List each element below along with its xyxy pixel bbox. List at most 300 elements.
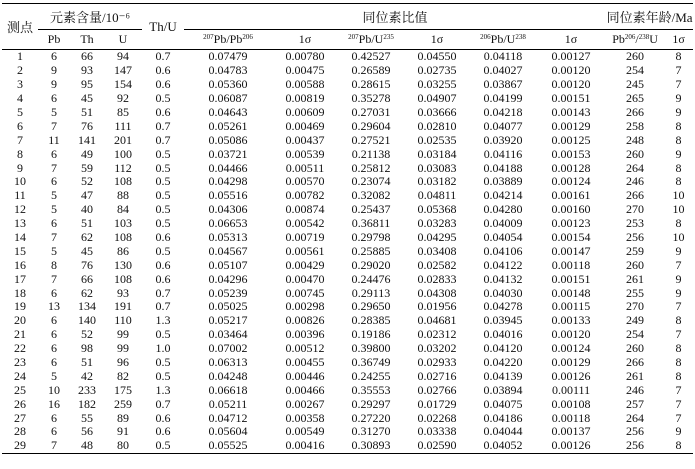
cell-u: 103 <box>114 216 132 231</box>
cell-pb: 5 <box>51 188 57 203</box>
header-element-content: 元素含量/10⁻⁶ <box>38 4 142 30</box>
cell-pb: 8 <box>51 258 57 272</box>
cell-pb: 6 <box>51 355 57 370</box>
cell-sigma-1: 0.00549 <box>285 425 325 439</box>
header-isotope-ratio: 同位素比值 <box>184 4 606 30</box>
cell-sigma-3: 0.00118 <box>551 411 591 425</box>
cell-sigma-4: 8 <box>675 369 682 383</box>
cell-u: 93 <box>117 286 129 300</box>
cell-207pb-206pb: 0.05525 <box>184 439 272 453</box>
cell-pb: 6 <box>51 91 57 106</box>
cell-spot: 4 <box>17 91 23 106</box>
cell-th: 55 <box>81 411 93 425</box>
cell-sigma-3: 0.00129 <box>551 355 591 370</box>
table-row <box>2 300 693 314</box>
cell-th-u: 0.7 <box>155 286 171 300</box>
cell-th-u: 0.5 <box>155 202 171 217</box>
cell-sigma-4: 8 <box>675 341 682 356</box>
cell-207pb-206pb: 0.07002 <box>208 341 248 356</box>
cell-pb: 6 <box>51 286 57 300</box>
cell-age: 266 <box>626 105 645 119</box>
header-isotope-mass: 206 <box>480 33 491 41</box>
table-row <box>2 383 693 397</box>
cell-spot: 17 <box>14 272 26 286</box>
cell-spot: 1 <box>17 49 23 64</box>
cell-206pb-238u: 0.04120 <box>483 341 523 356</box>
cell-spot: 11 <box>14 188 26 203</box>
cell-age: 270 <box>626 300 645 314</box>
cell-spot: 21 <box>14 327 26 342</box>
cell-u: 111 <box>114 119 132 133</box>
cell-206pb-238u: 0.04118 <box>483 49 523 64</box>
header-isotope-mass: 206 <box>242 33 253 41</box>
cell-age: 256 <box>606 439 664 453</box>
header-206pb-238u <box>470 30 536 50</box>
cell-pb: 7 <box>38 439 70 453</box>
cell-age: 254 <box>626 63 645 78</box>
cell-th-u: 0.7 <box>155 397 171 411</box>
cell-th: 45 <box>81 244 93 258</box>
cell-sigma-1: 0.00780 <box>285 49 325 64</box>
cell-u: 108 <box>114 272 132 286</box>
cell-sigma-1: 0.00396 <box>285 327 325 342</box>
cell-206pb-238u: 0.04278 <box>483 300 523 314</box>
cell-spot: 8 <box>17 147 23 161</box>
cell-age: 253 <box>626 216 645 231</box>
cell-sigma-4: 7 <box>675 397 682 411</box>
cell-206pb-238u: 0.03945 <box>483 313 523 328</box>
cell-206pb-238u: 0.03920 <box>483 133 523 147</box>
cell-sigma-2: 0.04295 <box>417 230 457 245</box>
cell-sigma-2: 0.02716 <box>417 369 457 383</box>
table-row <box>2 133 693 147</box>
cell-pb: 13 <box>48 300 60 314</box>
header-pb: Pb <box>38 30 70 50</box>
header-isotope-mass: 238 <box>515 33 526 41</box>
cell-207pb-235u: 0.29113 <box>351 286 391 300</box>
cell-spot: 24 <box>14 369 26 383</box>
cell-th-u: 0.5 <box>155 147 171 161</box>
cell-207pb-206pb: 0.04783 <box>208 63 248 78</box>
table-row <box>2 203 693 217</box>
cell-207pb-235u: 0.36749 <box>351 355 391 370</box>
cell-u: 89 <box>117 411 129 425</box>
cell-sigma-2: 0.03666 <box>417 105 457 119</box>
cell-206pb-238u: 0.04075 <box>483 397 523 411</box>
header-isotope-label: Pb/Pb <box>213 32 243 46</box>
table-row <box>2 231 693 245</box>
header-isotope-mass: 207 <box>203 33 214 41</box>
cell-sigma-1: 0.00267 <box>285 397 325 411</box>
cell-206pb-238u: 0.04016 <box>483 327 523 342</box>
zircon-data-table <box>2 3 693 454</box>
cell-sigma-4: 8 <box>675 49 682 64</box>
cell-age: 265 <box>626 91 645 106</box>
cell-sigma-1: 0.00455 <box>285 355 325 370</box>
cell-spot: 19 <box>14 300 26 314</box>
cell-sigma-4: 10 <box>672 230 685 245</box>
cell-spot: 12 <box>14 202 26 217</box>
cell-sigma-2: 0.03283 <box>417 216 457 231</box>
header-u: U <box>104 30 142 50</box>
cell-spot: 29 <box>2 439 38 453</box>
cell-sigma-4: 8 <box>675 119 682 133</box>
cell-207pb-235u: 0.29604 <box>351 119 391 133</box>
cell-207pb-206pb: 0.05025 <box>208 300 248 314</box>
cell-206pb-238u: 0.04054 <box>483 230 523 245</box>
table-row <box>2 161 693 175</box>
cell-207pb-235u: 0.29650 <box>351 300 391 314</box>
cell-th: 182 <box>78 397 96 411</box>
header-isotope-mass: 235 <box>383 33 394 41</box>
cell-u: 84 <box>117 202 129 217</box>
cell-206pb-238u: 0.04188 <box>483 161 523 175</box>
cell-207pb-235u: 0.25437 <box>351 202 391 217</box>
cell-sigma-4: 7 <box>675 383 682 397</box>
cell-pb: 16 <box>48 397 60 411</box>
table-row <box>2 356 693 370</box>
cell-207pb-235u: 0.39800 <box>351 341 391 356</box>
cell-sigma-4: 8 <box>675 313 682 328</box>
cell-pb: 7 <box>51 272 57 286</box>
header-row-columns <box>2 30 693 50</box>
cell-th: 66 <box>81 49 93 64</box>
cell-sigma-4: 8 <box>675 216 682 231</box>
cell-u: 94 <box>117 49 129 64</box>
cell-sigma-1: 0.00358 <box>285 411 325 425</box>
table-row <box>2 217 693 231</box>
cell-th-u: 0.6 <box>155 411 171 425</box>
cell-th: 52 <box>81 175 93 189</box>
cell-spot: 10 <box>14 175 26 189</box>
cell-207pb-206pb: 0.06653 <box>208 216 248 231</box>
cell-age: 248 <box>626 133 645 147</box>
header-th: Th <box>70 30 104 50</box>
cell-sigma-3: 0.00124 <box>551 341 591 356</box>
cell-sigma-1: 0.00511 <box>285 161 325 175</box>
cell-sigma-2: 0.04550 <box>417 49 457 64</box>
table-row <box>2 78 693 92</box>
cell-sigma-2: 0.04811 <box>417 188 457 203</box>
cell-sigma-1: 0.00826 <box>285 313 325 328</box>
cell-pb: 6 <box>51 49 57 64</box>
cell-age: 260 <box>626 49 645 64</box>
cell-spot: 23 <box>14 355 26 370</box>
cell-u: 100 <box>114 147 132 161</box>
cell-pb: 6 <box>51 216 57 231</box>
cell-th: 62 <box>81 230 93 245</box>
cell-th: 95 <box>81 77 93 92</box>
cell-pb: 6 <box>51 175 57 189</box>
cell-spot: 16 <box>14 258 26 272</box>
cell-207pb-235u: 0.27521 <box>351 133 391 147</box>
cell-sigma-2: 0.02590 <box>404 439 470 453</box>
cell-th-u: 0.6 <box>155 425 171 439</box>
cell-206pb-238u: 0.04009 <box>483 216 523 231</box>
cell-u: 191 <box>114 300 132 314</box>
cell-207pb-206pb: 0.03464 <box>208 327 248 342</box>
cell-th: 76 <box>81 119 93 133</box>
cell-u: 175 <box>114 383 132 397</box>
cell-spot: 15 <box>14 244 26 258</box>
cell-sigma-3: 0.00120 <box>551 77 591 92</box>
cell-th-u: 0.5 <box>155 216 171 231</box>
cell-sigma-3: 0.00128 <box>551 161 591 175</box>
header-isotope-label: Pb/U <box>358 32 384 46</box>
cell-pb: 9 <box>51 77 57 92</box>
cell-th: 40 <box>81 202 93 217</box>
cell-207pb-235u: 0.27220 <box>351 411 391 425</box>
cell-sigma-2: 0.02833 <box>417 272 457 286</box>
cell-206pb-238u: 0.04122 <box>483 258 523 272</box>
cell-u: 96 <box>117 355 129 370</box>
cell-207pb-235u: 0.29020 <box>351 258 391 272</box>
cell-u: 91 <box>117 425 129 439</box>
cell-206pb-238u: 0.04116 <box>483 147 523 161</box>
cell-sigma-2: 0.03083 <box>417 161 457 175</box>
cell-age: 264 <box>626 161 645 175</box>
cell-sigma-4: 9 <box>675 105 682 119</box>
cell-sigma-1: 0.00539 <box>285 147 325 161</box>
table-row <box>2 328 693 342</box>
cell-207pb-235u: 0.35553 <box>351 383 391 397</box>
cell-207pb-235u: 0.21138 <box>351 147 391 161</box>
cell-u: 112 <box>114 161 132 175</box>
table-row <box>2 342 693 356</box>
cell-spot: 28 <box>14 425 26 439</box>
header-isotope-label <box>612 32 658 46</box>
cell-sigma-4: 7 <box>675 258 682 272</box>
cell-207pb-206pb: 0.04248 <box>208 369 248 383</box>
cell-sigma-1: 0.00475 <box>285 63 325 78</box>
cell-pb: 6 <box>51 327 57 342</box>
cell-sigma-1: 0.00819 <box>285 91 325 106</box>
header-sigma-3: 1σ <box>536 30 606 50</box>
header-207pb-206pb <box>184 30 272 50</box>
cell-207pb-206pb: 0.04466 <box>208 161 248 175</box>
cell-sigma-2: 0.04308 <box>417 286 457 300</box>
cell-206pb-238u: 0.04220 <box>483 355 523 370</box>
cell-sigma-1: 0.00470 <box>285 272 325 286</box>
table-row <box>2 369 693 383</box>
cell-age: 245 <box>626 77 645 92</box>
cell-207pb-206pb: 0.05217 <box>208 313 248 328</box>
cell-age: 261 <box>626 272 645 286</box>
cell-sigma-1: 0.00512 <box>285 341 325 356</box>
cell-206pb-238u: 0.04106 <box>483 244 523 258</box>
cell-sigma-3: 0.00111 <box>551 383 591 397</box>
cell-206pb-238u: 0.04218 <box>483 105 523 119</box>
cell-206pb-238u: 0.03894 <box>483 383 523 397</box>
cell-sigma-2: 0.04907 <box>417 91 457 106</box>
cell-sigma-1: 0.00745 <box>285 286 325 300</box>
cell-sigma-4: 9 <box>675 286 682 300</box>
cell-sigma-3: 0.00143 <box>551 105 591 119</box>
cell-sigma-4: 9 <box>675 272 682 286</box>
cell-u: 130 <box>114 258 132 272</box>
table-row <box>2 314 693 328</box>
header-sigma-2: 1σ <box>404 30 470 50</box>
cell-207pb-206pb: 0.04306 <box>208 202 248 217</box>
cell-th-u: 0.5 <box>155 244 171 258</box>
cell-u: 147 <box>114 63 132 78</box>
cell-sigma-1: 0.00588 <box>285 77 325 92</box>
cell-th-u: 0.5 <box>155 175 171 189</box>
cell-u: 108 <box>114 175 132 189</box>
cell-sigma-4: 7 <box>675 77 682 92</box>
cell-age: 266 <box>626 355 645 370</box>
cell-u: 108 <box>114 230 132 245</box>
cell-sigma-4: 7 <box>675 411 682 425</box>
cell-th: 98 <box>81 341 93 356</box>
cell-207pb-206pb: 0.05239 <box>208 286 248 300</box>
cell-sigma-2: 0.03255 <box>417 77 457 92</box>
cell-207pb-206pb: 0.06313 <box>208 355 248 370</box>
cell-th: 48 <box>70 439 104 453</box>
cell-spot: 7 <box>17 133 23 147</box>
cell-th-u: 0.5 <box>155 355 171 370</box>
cell-th: 141 <box>78 133 96 147</box>
header-sigma-4: 1σ <box>664 30 693 50</box>
table-row <box>2 244 693 258</box>
cell-sigma-4: 7 <box>675 63 682 78</box>
cell-sigma-2: 0.02933 <box>417 355 457 370</box>
cell-sigma-4: 8 <box>675 133 682 147</box>
cell-sigma-1: 0.00469 <box>285 119 325 133</box>
cell-207pb-235u: 0.42527 <box>351 49 391 64</box>
table-row <box>2 119 693 133</box>
cell-sigma-1: 0.00719 <box>285 230 325 245</box>
cell-207pb-235u: 0.30893 <box>338 439 404 453</box>
cell-sigma-3: 0.00160 <box>551 202 591 217</box>
cell-sigma-3: 0.00151 <box>551 272 591 286</box>
cell-th: 56 <box>81 425 93 439</box>
cell-207pb-206pb: 0.05086 <box>208 133 248 147</box>
cell-sigma-4: 8 <box>664 439 693 453</box>
cell-207pb-206pb: 0.05313 <box>208 230 248 245</box>
cell-pb: 5 <box>51 369 57 383</box>
cell-th-u: 0.6 <box>155 63 171 78</box>
cell-sigma-1: 0.00609 <box>285 105 325 119</box>
cell-u: 154 <box>114 77 132 92</box>
cell-age: 266 <box>626 188 645 203</box>
cell-sigma-3: 0.00129 <box>551 119 591 133</box>
cell-age: 260 <box>626 258 645 272</box>
cell-sigma-2: 0.03182 <box>417 175 457 189</box>
cell-206pb-238u: 0.04139 <box>483 369 523 383</box>
cell-u: 201 <box>114 133 132 147</box>
cell-th: 59 <box>81 161 93 175</box>
cell-th: 134 <box>78 300 96 314</box>
cell-207pb-235u: 0.28385 <box>351 313 391 328</box>
cell-207pb-235u: 0.27031 <box>351 105 391 119</box>
cell-207pb-206pb: 0.05360 <box>208 77 248 92</box>
cell-spot: 5 <box>17 105 23 119</box>
table-row <box>2 147 693 161</box>
cell-sigma-2: 0.03408 <box>417 244 457 258</box>
header-age-u: U <box>649 32 658 46</box>
cell-sigma-4: 7 <box>675 327 682 342</box>
cell-th: 51 <box>81 355 93 370</box>
cell-sigma-3: 0.00124 <box>551 175 591 189</box>
cell-th-u: 0.7 <box>155 300 171 314</box>
table-row <box>2 286 693 300</box>
cell-sigma-1: 0.00782 <box>285 188 325 203</box>
cell-sigma-3: 0.00120 <box>551 63 591 78</box>
cell-th-u: 1.3 <box>155 313 171 328</box>
table-row <box>2 92 693 106</box>
cell-207pb-235u: 0.35278 <box>351 91 391 106</box>
cell-sigma-1: 0.00416 <box>272 439 338 453</box>
cell-spot: 14 <box>14 230 26 245</box>
cell-age: 254 <box>626 327 645 342</box>
cell-207pb-206pb: 0.07479 <box>208 49 248 64</box>
cell-th-u: 0.6 <box>155 77 171 92</box>
cell-sigma-1: 0.00874 <box>285 202 325 217</box>
table-row <box>2 439 693 453</box>
cell-u: 88 <box>117 188 129 203</box>
cell-th: 140 <box>78 313 96 328</box>
cell-sigma-3: 0.00123 <box>551 216 591 231</box>
cell-207pb-206pb: 0.04712 <box>208 411 248 425</box>
cell-pb: 6 <box>51 341 57 356</box>
header-207pb-235u <box>338 30 404 50</box>
cell-u: 85 <box>117 105 129 119</box>
header-row-group <box>2 4 693 30</box>
cell-207pb-206pb: 0.04643 <box>208 105 248 119</box>
cell-sigma-3: 0.00151 <box>551 91 591 106</box>
cell-spot: 2 <box>17 63 23 78</box>
cell-pb: 6 <box>51 147 57 161</box>
cell-sigma-1: 0.00466 <box>285 383 325 397</box>
cell-th: 66 <box>81 272 93 286</box>
cell-spot: 6 <box>17 119 23 133</box>
cell-206pb-238u: 0.04077 <box>483 119 523 133</box>
cell-207pb-206pb: 0.06618 <box>208 383 248 397</box>
cell-pb: 7 <box>51 119 57 133</box>
cell-age: 258 <box>626 119 645 133</box>
header-th-u: Th/U <box>142 4 184 50</box>
cell-age: 255 <box>626 286 645 300</box>
cell-age: 261 <box>626 369 645 383</box>
table-row <box>2 397 693 411</box>
cell-th: 52 <box>81 327 93 342</box>
cell-pb: 11 <box>48 133 60 147</box>
cell-th-u: 0.6 <box>155 258 171 272</box>
cell-th-u: 0.5 <box>155 161 171 175</box>
cell-206pb-238u: 0.03889 <box>483 175 523 189</box>
cell-spot: 9 <box>17 161 23 175</box>
cell-th-u: 0.5 <box>155 91 171 106</box>
cell-sigma-3: 0.00126 <box>551 369 591 383</box>
cell-th-u: 0.7 <box>155 49 171 64</box>
cell-th-u: 0.6 <box>155 230 171 245</box>
cell-u: 86 <box>117 244 129 258</box>
cell-sigma-4: 9 <box>675 425 682 439</box>
cell-206pb-238u: 0.04186 <box>483 411 523 425</box>
cell-u: 82 <box>117 369 129 383</box>
cell-th-u: 0.5 <box>155 369 171 383</box>
cell-spot: 20 <box>14 313 26 328</box>
cell-age: 259 <box>626 244 645 258</box>
cell-u: 110 <box>114 313 132 328</box>
cell-age: 256 <box>626 425 645 439</box>
table-row <box>2 272 693 286</box>
cell-207pb-235u: 0.25812 <box>351 161 391 175</box>
cell-th-u: 0.7 <box>155 119 171 133</box>
header-isotope-age: 同位素年龄/Ma <box>606 4 693 30</box>
table-body <box>2 50 693 454</box>
